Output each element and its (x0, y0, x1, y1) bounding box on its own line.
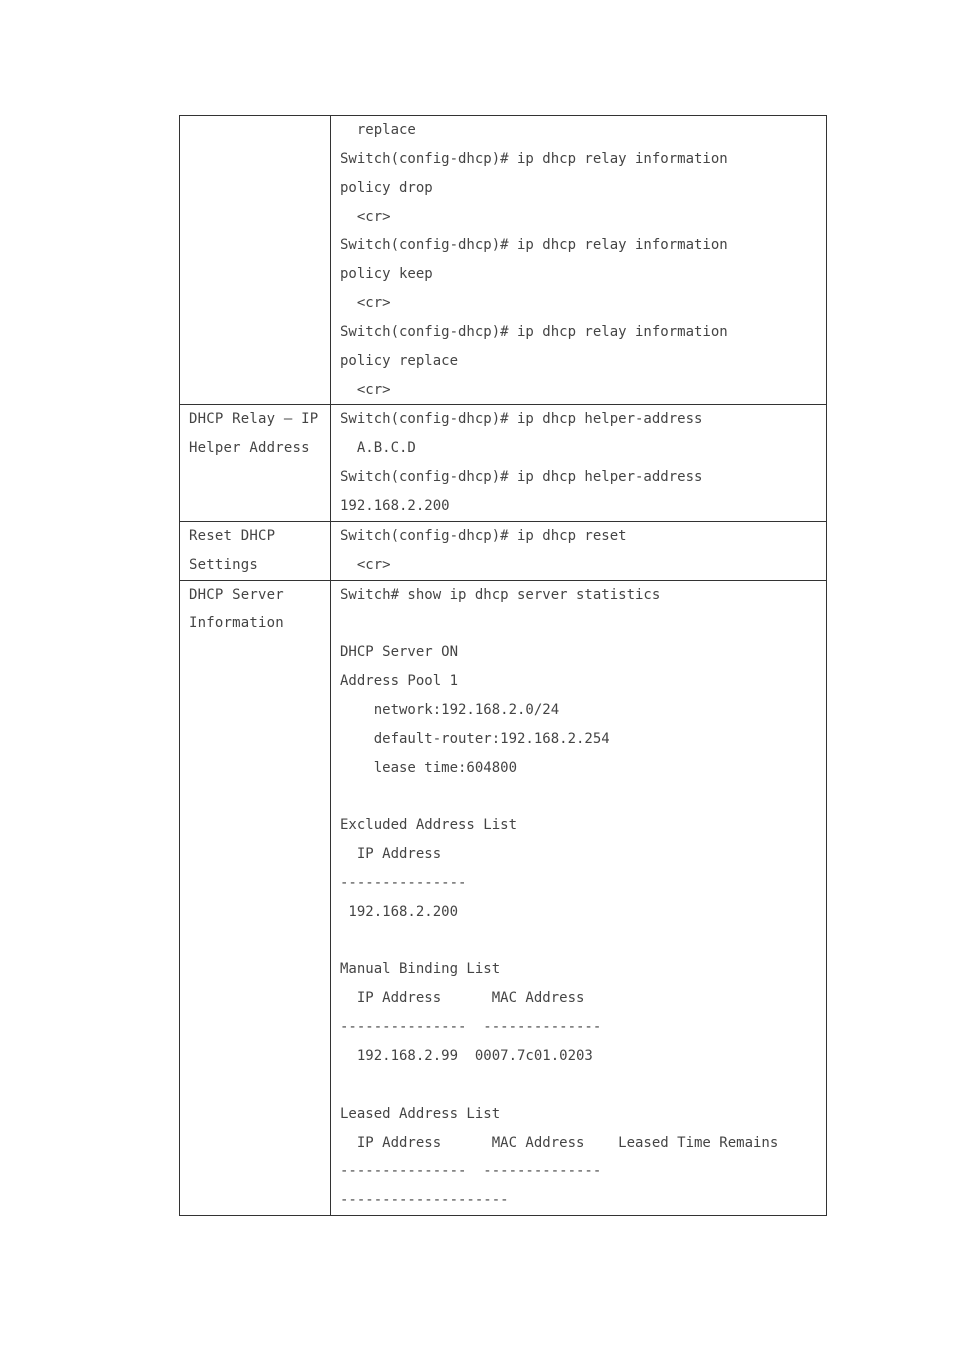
feature-label-line: Helper Address (189, 440, 310, 457)
feature-label-line: DHCP Relay – IP (189, 411, 319, 428)
command-example-cell (331, 580, 827, 1216)
feature-label-cell (180, 405, 331, 521)
feature-label (180, 581, 330, 639)
command-line: DHCP Server ON (340, 644, 459, 661)
command-line: Switch(config-dhcp)# ip dhcp helper-address (340, 411, 703, 428)
command-example-cell (331, 116, 827, 405)
command-block (331, 522, 826, 580)
command-block (331, 116, 826, 404)
command-line: replace (340, 122, 416, 138)
command-line: network:192.168.2.0/24 (340, 701, 560, 718)
feature-label-line: Settings (189, 556, 259, 573)
command-line: <cr> (340, 208, 391, 225)
table-row (180, 405, 827, 521)
command-line: Switch(config-dhcp)# ip dhcp relay information (340, 237, 728, 254)
command-line: --------------- -------------- (340, 1163, 602, 1180)
command-line: lease time:604800 (340, 759, 518, 776)
command-line: --------------- (340, 874, 467, 891)
command-block (331, 405, 826, 520)
command-line: Switch(config-dhcp)# ip dhcp helper-address (340, 469, 703, 486)
command-block (331, 581, 826, 1216)
command-line: --------------- -------------- (340, 1019, 602, 1036)
command-example-cell (331, 405, 827, 521)
command-line: Switch(config-dhcp)# ip dhcp reset (340, 527, 627, 544)
command-line: policy drop (340, 179, 433, 196)
table-row (180, 521, 827, 580)
command-line: Manual Binding List (340, 961, 501, 978)
table-row (180, 580, 827, 1216)
command-line: default-router:192.168.2.254 (340, 730, 610, 747)
command-line: A.B.C.D (340, 440, 416, 457)
feature-label-line: Reset DHCP (189, 527, 276, 544)
command-line (340, 609, 818, 638)
command-reference-table (179, 115, 827, 1216)
command-line: IP Address MAC Address Leased Time Remains (340, 1134, 779, 1151)
command-line: Address Pool 1 (340, 673, 459, 690)
command-line: -------------------- (340, 1192, 509, 1209)
command-line: Switch(config-dhcp)# ip dhcp relay information (340, 323, 728, 340)
command-line (340, 782, 818, 811)
feature-label-line: DHCP Server (189, 586, 284, 603)
command-line: Switch(config-dhcp)# ip dhcp relay information (340, 150, 728, 167)
command-line: <cr> (340, 381, 391, 398)
feature-label (180, 522, 330, 580)
command-example-cell (331, 521, 827, 580)
feature-label-cell (180, 116, 331, 405)
command-line: policy replace (340, 352, 459, 369)
command-line: 192.168.2.200 (340, 497, 450, 514)
command-line: policy keep (340, 266, 433, 283)
feature-label-cell (180, 580, 331, 1216)
feature-label (180, 405, 330, 463)
command-line: Switch# show ip dhcp server statistics (340, 586, 661, 603)
command-line: <cr> (340, 295, 391, 312)
command-line: 192.168.2.99 0007.7c01.0203 (340, 1048, 593, 1064)
table-row (180, 116, 827, 405)
command-line: 192.168.2.200 (340, 903, 459, 920)
command-line: Excluded Address List (340, 817, 518, 834)
table-body (180, 116, 827, 1216)
feature-label-line: Information (189, 615, 284, 632)
command-line (340, 1071, 818, 1100)
command-line: <cr> (340, 556, 391, 573)
command-line: IP Address (340, 846, 442, 863)
command-line: Leased Address List (340, 1105, 501, 1122)
command-line: IP Address MAC Address (340, 990, 585, 1007)
feature-label-cell (180, 521, 331, 580)
command-line (340, 927, 818, 956)
